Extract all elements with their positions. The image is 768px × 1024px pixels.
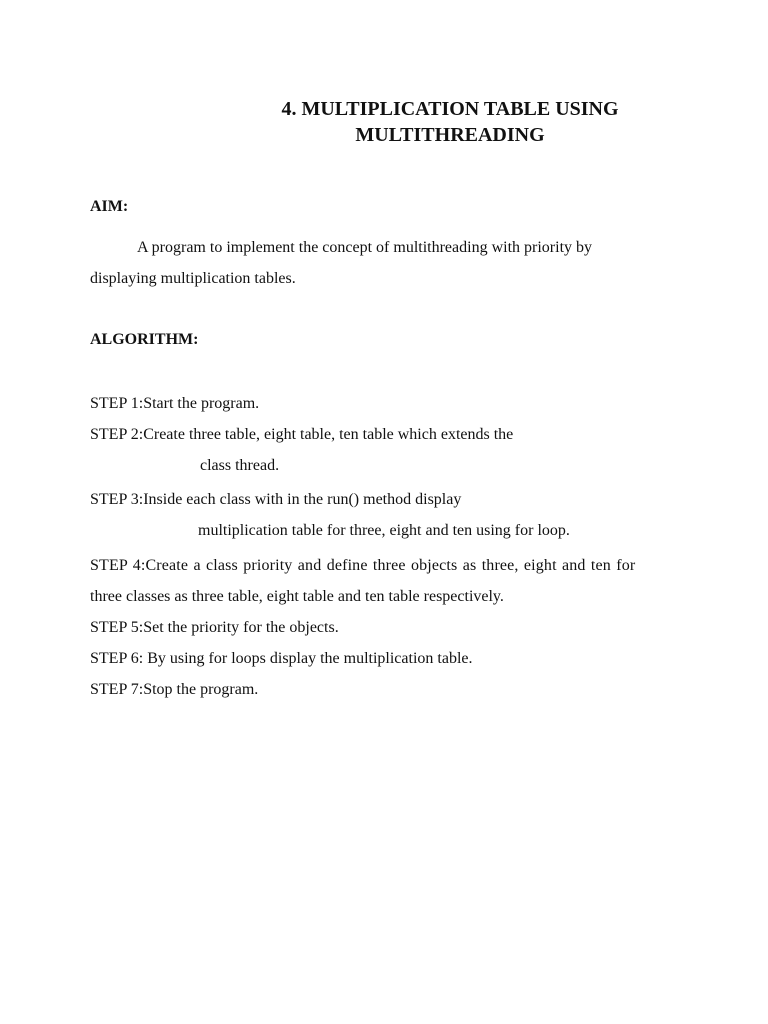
step-7: STEP 7:Stop the program.	[90, 681, 259, 698]
step-5: STEP 5:Set the priority for the objects.	[90, 619, 339, 636]
aim-text-line-1: A program to implement the concept of multithreading with priority by	[137, 239, 593, 256]
algorithm-heading: ALGORITHM:	[90, 331, 199, 348]
aim-text-line-2: displaying multiplication tables.	[90, 270, 296, 287]
step-4-line-1: STEP 4:Create a class priority and define three objects as three, eight and ten for	[90, 557, 636, 574]
step-4-line-2: three classes as three table, eight table and ten table respectively.	[90, 588, 504, 605]
step-6: STEP 6: By using for loops display the multiplication table.	[90, 650, 473, 667]
page-title	[200, 96, 700, 148]
title-line-1: 4. MULTIPLICATION TABLE USING	[281, 98, 619, 120]
step-3-line-2: multiplication table for three, eight and ten using for loop.	[198, 522, 570, 539]
aim-heading: AIM:	[90, 198, 129, 215]
step-2-line-2: class thread.	[200, 457, 280, 474]
title-line-2: MULTITHREADING	[355, 124, 545, 146]
step-2-line-1: STEP 2:Create three table, eight table, ten table which extends the	[90, 426, 514, 443]
step-3-line-1: STEP 3:Inside each class with in the run() method display	[90, 491, 462, 508]
step-1: STEP 1:Start the program.	[90, 395, 260, 412]
